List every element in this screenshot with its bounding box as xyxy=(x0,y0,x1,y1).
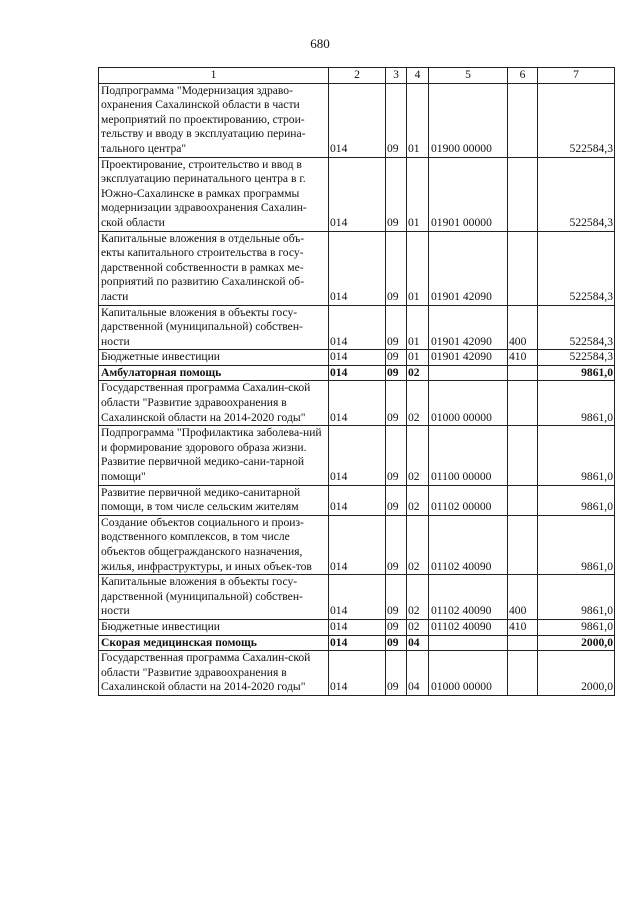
row-target-cell: 01901 42090 xyxy=(429,350,508,366)
row-name-cell: Бюджетные инвестиции xyxy=(99,619,329,635)
table-row xyxy=(99,381,615,426)
row-section-cell: 09 xyxy=(386,365,407,381)
row-subsection-cell: 01 xyxy=(407,83,429,157)
row-section-cell: 09 xyxy=(386,83,407,157)
row-name-cell: Капитальные вложения в объекты госу-дарственной (муниципальной) собствен-ности xyxy=(99,305,329,350)
row-ministry-cell: 014 xyxy=(329,365,386,381)
row-expense-type-cell xyxy=(508,426,538,485)
row-amount-cell: 9861,0 xyxy=(538,515,615,574)
row-ministry-cell: 014 xyxy=(329,485,386,515)
row-section-cell: 09 xyxy=(386,619,407,635)
row-target-cell xyxy=(429,635,508,651)
row-expense-type-cell: 400 xyxy=(508,305,538,350)
row-ministry-cell: 014 xyxy=(329,231,386,305)
header-cell-target: 5 xyxy=(429,68,508,84)
row-subsection-cell: 02 xyxy=(407,575,429,620)
row-amount-cell: 9861,0 xyxy=(538,365,615,381)
row-ministry-cell: 014 xyxy=(329,515,386,574)
row-name-cell: Амбулаторная помощь xyxy=(99,365,329,381)
row-target-cell: 01102 40090 xyxy=(429,515,508,574)
row-name-cell: Подпрограмма "Модернизация здраво-охранения Сахалинской области в части мероприятий по проектированию, строи-тельству и вводу в эксплуатацию перина-тального центра" xyxy=(99,83,329,157)
row-ministry-cell: 014 xyxy=(329,83,386,157)
row-section-cell: 09 xyxy=(386,426,407,485)
row-expense-type-cell xyxy=(508,635,538,651)
row-subsection-cell: 02 xyxy=(407,426,429,485)
row-name-cell: Государственная программа Сахалин-ской области "Развитие здравоохранения в Сахалинской области на 2014-2020 годы" xyxy=(99,651,329,696)
row-amount-cell: 9861,0 xyxy=(538,619,615,635)
row-ministry-cell: 014 xyxy=(329,350,386,366)
header-cell-amount: 7 xyxy=(538,68,615,84)
row-amount-cell: 2000,0 xyxy=(538,651,615,696)
row-target-cell: 01102 00000 xyxy=(429,485,508,515)
row-section-cell: 09 xyxy=(386,575,407,620)
header-cell-expense-type: 6 xyxy=(508,68,538,84)
row-name-cell: Государственная программа Сахалин-ской области "Развитие здравоохранения в Сахалинской области на 2014-2020 годы" xyxy=(99,381,329,426)
row-section-cell: 09 xyxy=(386,231,407,305)
row-amount-cell: 522584,3 xyxy=(538,350,615,366)
row-section-cell: 09 xyxy=(386,381,407,426)
row-subsection-cell: 02 xyxy=(407,365,429,381)
row-subsection-cell: 04 xyxy=(407,651,429,696)
row-expense-type-cell xyxy=(508,83,538,157)
row-target-cell: 01000 00000 xyxy=(429,651,508,696)
row-amount-cell: 9861,0 xyxy=(538,485,615,515)
row-subsection-cell: 01 xyxy=(407,157,429,231)
row-target-cell: 01900 00000 xyxy=(429,83,508,157)
row-name-cell: Развитие первичной медико-санитарной помощи, в том числе сельским жителям xyxy=(99,485,329,515)
row-expense-type-cell xyxy=(508,651,538,696)
row-subsection-cell: 01 xyxy=(407,350,429,366)
row-ministry-cell: 014 xyxy=(329,305,386,350)
row-subsection-cell: 02 xyxy=(407,515,429,574)
budget-table xyxy=(98,67,615,696)
row-name-cell: Скорая медицинская помощь xyxy=(99,635,329,651)
row-section-cell: 09 xyxy=(386,635,407,651)
row-amount-cell: 522584,3 xyxy=(538,157,615,231)
row-section-cell: 09 xyxy=(386,651,407,696)
row-name-cell: Проектирование, строительство и ввод в эксплуатацию перинатального центра в г. Южно-Сахалинске в рамках программы модернизации здравоохранения Сахалин-ской области xyxy=(99,157,329,231)
table-row xyxy=(99,426,615,485)
row-name-cell: Капитальные вложения в отдельные объ-екты капитального строительства в госу-дарственной собственности в рамках ме-роприятий по развитию Сахалинской об-ласти xyxy=(99,231,329,305)
row-subsection-cell: 01 xyxy=(407,231,429,305)
table-row xyxy=(99,83,615,157)
table-row xyxy=(99,350,615,366)
row-amount-cell: 522584,3 xyxy=(538,231,615,305)
table-row xyxy=(99,365,615,381)
header-row xyxy=(99,68,615,84)
table-row xyxy=(99,575,615,620)
row-target-cell: 01102 40090 xyxy=(429,619,508,635)
row-subsection-cell: 02 xyxy=(407,619,429,635)
row-expense-type-cell: 410 xyxy=(508,619,538,635)
row-expense-type-cell xyxy=(508,365,538,381)
page-number: 680 xyxy=(310,36,330,51)
row-ministry-cell: 014 xyxy=(329,157,386,231)
row-name-cell: Капитальные вложения в объекты госу-дарственной (муниципальной) собствен-ности xyxy=(99,575,329,620)
row-ministry-cell: 014 xyxy=(329,619,386,635)
row-section-cell: 09 xyxy=(386,350,407,366)
row-amount-cell: 9861,0 xyxy=(538,381,615,426)
row-name-cell: Подпрограмма "Профилактика заболева-ний и формирование здорового образа жизни. Развитие первичной медико-сани-тарной помощи" xyxy=(99,426,329,485)
row-target-cell xyxy=(429,365,508,381)
row-name-cell: Бюджетные инвестиции xyxy=(99,350,329,366)
table-row xyxy=(99,157,615,231)
row-expense-type-cell: 410 xyxy=(508,350,538,366)
table-row xyxy=(99,619,615,635)
row-expense-type-cell xyxy=(508,485,538,515)
row-amount-cell: 522584,3 xyxy=(538,305,615,350)
row-expense-type-cell xyxy=(508,381,538,426)
row-amount-cell: 9861,0 xyxy=(538,575,615,620)
row-section-cell: 09 xyxy=(386,305,407,350)
row-section-cell: 09 xyxy=(386,515,407,574)
row-target-cell: 01901 00000 xyxy=(429,157,508,231)
table-row xyxy=(99,635,615,651)
row-target-cell: 01100 00000 xyxy=(429,426,508,485)
row-subsection-cell: 04 xyxy=(407,635,429,651)
header-cell-ministry: 2 xyxy=(329,68,386,84)
header-cell-section: 3 xyxy=(386,68,407,84)
header-cell-name: 1 xyxy=(99,68,329,84)
row-target-cell: 01901 42090 xyxy=(429,305,508,350)
row-amount-cell: 9861,0 xyxy=(538,426,615,485)
row-subsection-cell: 01 xyxy=(407,305,429,350)
table-row xyxy=(99,305,615,350)
row-section-cell: 09 xyxy=(386,157,407,231)
row-expense-type-cell: 400 xyxy=(508,575,538,620)
row-expense-type-cell xyxy=(508,515,538,574)
table-row xyxy=(99,231,615,305)
row-expense-type-cell xyxy=(508,231,538,305)
row-target-cell: 01102 40090 xyxy=(429,575,508,620)
table-row xyxy=(99,515,615,574)
row-target-cell: 01000 00000 xyxy=(429,381,508,426)
row-name-cell: Создание объектов социального и произ-водственного комплексов, в том числе объектов общегражданского назначения, жилья, инфраструктуры, и иных объек-тов xyxy=(99,515,329,574)
row-ministry-cell: 014 xyxy=(329,635,386,651)
row-ministry-cell: 014 xyxy=(329,426,386,485)
row-amount-cell: 2000,0 xyxy=(538,635,615,651)
row-expense-type-cell xyxy=(508,157,538,231)
row-ministry-cell: 014 xyxy=(329,575,386,620)
header-cell-subsection: 4 xyxy=(407,68,429,84)
table-row xyxy=(99,651,615,696)
row-subsection-cell: 02 xyxy=(407,381,429,426)
row-target-cell: 01901 42090 xyxy=(429,231,508,305)
row-section-cell: 09 xyxy=(386,485,407,515)
row-amount-cell: 522584,3 xyxy=(538,83,615,157)
row-ministry-cell: 014 xyxy=(329,381,386,426)
row-subsection-cell: 02 xyxy=(407,485,429,515)
row-ministry-cell: 014 xyxy=(329,651,386,696)
table-row xyxy=(99,485,615,515)
